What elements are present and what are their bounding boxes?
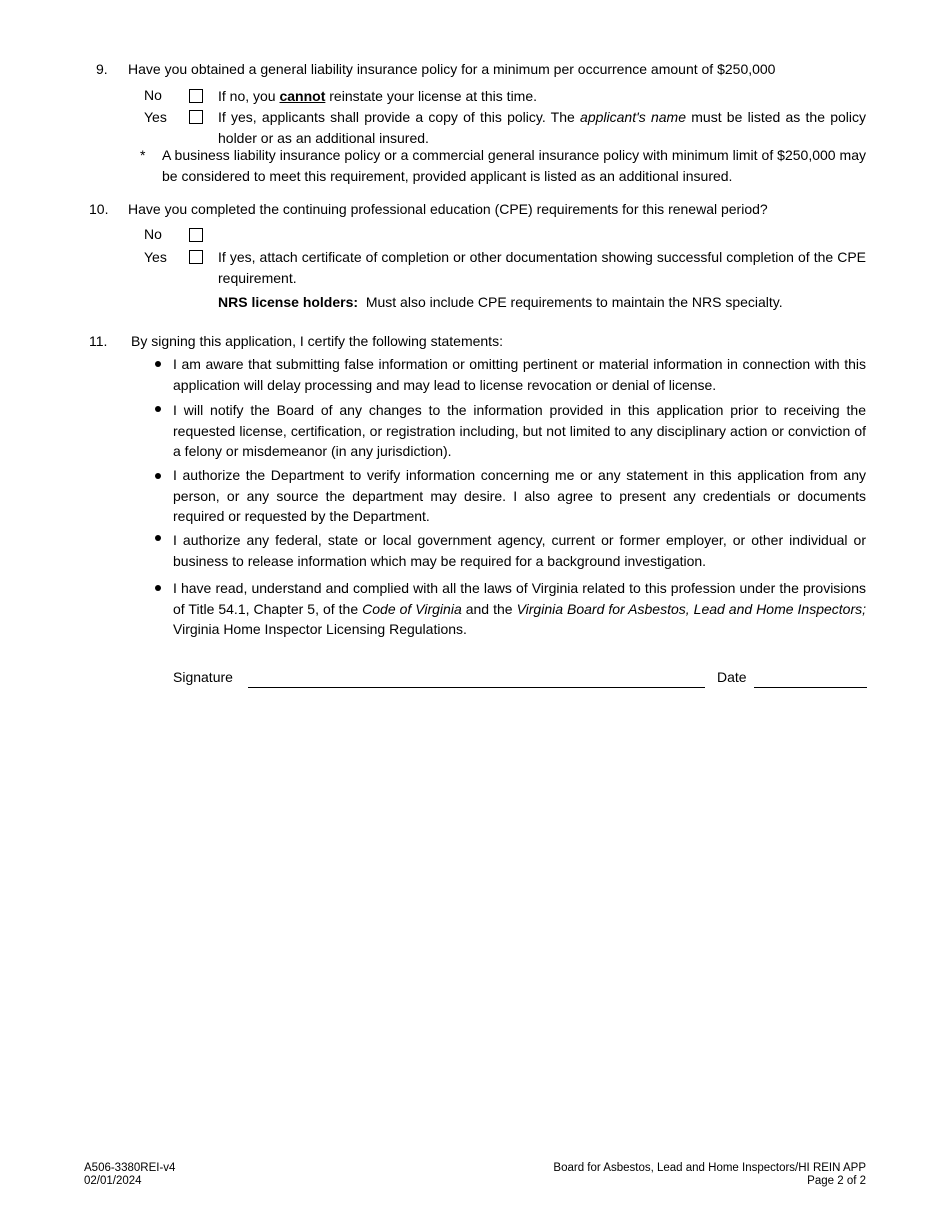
- signature-label: Signature: [173, 669, 233, 685]
- q9-no-label: No: [144, 87, 162, 103]
- q9-yes-text: If yes, applicants shall provide a copy of this policy. The applicant's name must be listed as the policy holder or as an additional insured.: [218, 109, 867, 146]
- q9-yes-label: Yes: [144, 109, 167, 125]
- q10-yes-text: If yes, attach certificate of completion or other documentation showing successful completion of the CPE requirement.: [218, 249, 866, 286]
- q9-yes-checkbox[interactable]: [189, 110, 203, 124]
- footer-page: Page 2 of 2: [807, 1175, 866, 1187]
- bullet-icon: [155, 585, 161, 591]
- bullet-icon: [155, 535, 161, 541]
- q11-statement-2: I will notify the Board of any changes to the information provided in this application prior to receiving the requested license, certification, or registration including, but not limited to any disciplinary action or conviction of a felony or misdemeanor (in any jurisdiction).: [173, 402, 866, 459]
- q9-note: A business liability insurance policy or a commercial general insurance policy with minimum limit of $250,000 may be considered to meet this requirement, provided applicant is listed as an additional insured.: [162, 147, 866, 184]
- q11-statement-1: I am aware that submitting false information or omitting pertinent or material information in connection with this application will delay processing and may lead to license revocation or denial of license.: [173, 356, 866, 393]
- q11-number: 11.: [89, 333, 108, 349]
- q11-statement-3: I authorize the Department to verify information concerning me or any statement in this application from any person, or any source the department may desire. I also agree to present any credentials or documents required or requested by the Department.: [173, 467, 866, 524]
- q9-question: Have you obtained a general liability insurance policy for a minimum per occurrence amount of $250,000: [128, 61, 776, 77]
- q10-yes-checkbox[interactable]: [189, 250, 203, 264]
- q9-no-text: If no, you cannot reinstate your license at this time.: [218, 88, 538, 104]
- signature-field[interactable]: [248, 687, 705, 688]
- bullet-icon: [155, 406, 161, 412]
- q9-no-checkbox[interactable]: [189, 89, 203, 103]
- q11-statement-5: I have read, understand and complied with all the laws of Virginia related to this profession under the provisions of Title 54.1, Chapter 5, of the Code of Virginia and the Virginia Board for Asbestos, Lead and Home Inspectors; Virginia Home Inspector Licensing Regulations.: [173, 580, 866, 637]
- q9-note-mark: *: [140, 147, 146, 163]
- q10-nrs-note: NRS license holders: Must also include CPE requirements to maintain the NRS specialty.: [218, 294, 783, 310]
- date-label: Date: [717, 669, 747, 685]
- q10-number: 10.: [89, 201, 109, 217]
- footer-board: Board for Asbestos, Lead and Home Inspectors/HI REIN APP: [553, 1162, 866, 1174]
- q9-number: 9.: [96, 61, 108, 77]
- bullet-icon: [155, 361, 161, 367]
- q10-no-label: No: [144, 226, 162, 242]
- q10-yes-label: Yes: [144, 249, 167, 265]
- date-field[interactable]: [754, 687, 867, 688]
- bullet-icon: [155, 473, 161, 479]
- footer-form-id: A506-3380REI-v4: [84, 1162, 176, 1174]
- q10-no-checkbox[interactable]: [189, 228, 203, 242]
- q11-statement-4: I authorize any federal, state or local government agency, current or former employer, or other individual or business to release information which may be required for a background investigation.: [173, 532, 866, 569]
- q11-intro: By signing this application, I certify the following statements:: [131, 333, 503, 349]
- footer-date: 02/01/2024: [84, 1175, 142, 1187]
- q10-question: Have you completed the continuing professional education (CPE) requirements for this renewal period?: [128, 201, 768, 217]
